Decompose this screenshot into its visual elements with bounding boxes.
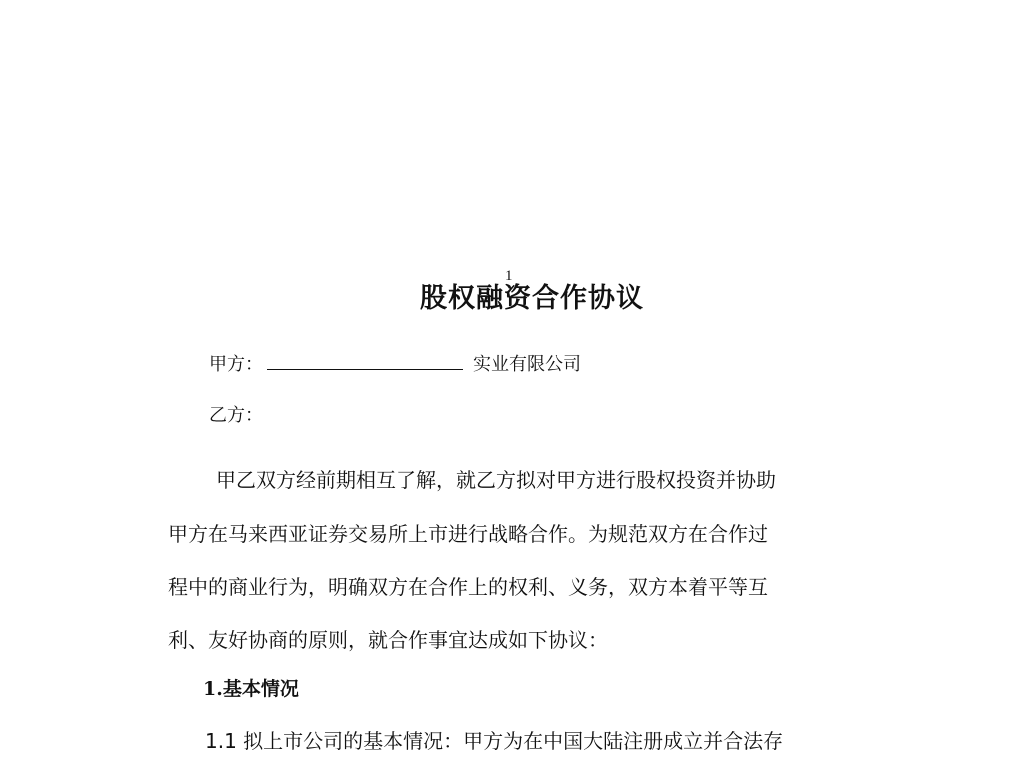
section-heading: 1.基本情况 [203,678,299,700]
party-a-field [209,351,581,377]
party-a-suffix: 实业有限公司 [473,354,581,375]
party-a-label: 甲方： [209,354,263,375]
clause-1-1: 1.1 拟上市公司的基本情况：甲方为在中国大陆注册成立并合法存 [205,729,784,753]
document-title: 股权融资合作协议 [420,283,644,314]
party-b-label: 乙方： [209,405,263,426]
paragraph-line: 程中的商业行为，明确双方在合作上的权利、义务，双方本着平等互 [168,575,768,599]
paragraph-line: 利、友好协商的原则，就合作事宜达成如下协议： [168,628,608,652]
party-a-blank [267,351,463,370]
page-number: 1 [505,268,513,284]
party-b-field [209,404,263,428]
paragraph-line: 甲乙双方经前期相互了解，就乙方拟对甲方进行股权投资并协助 [216,468,776,492]
paragraph-line: 甲方在马来西亚证券交易所上市进行战略合作。为规范双方在合作过 [168,522,768,546]
